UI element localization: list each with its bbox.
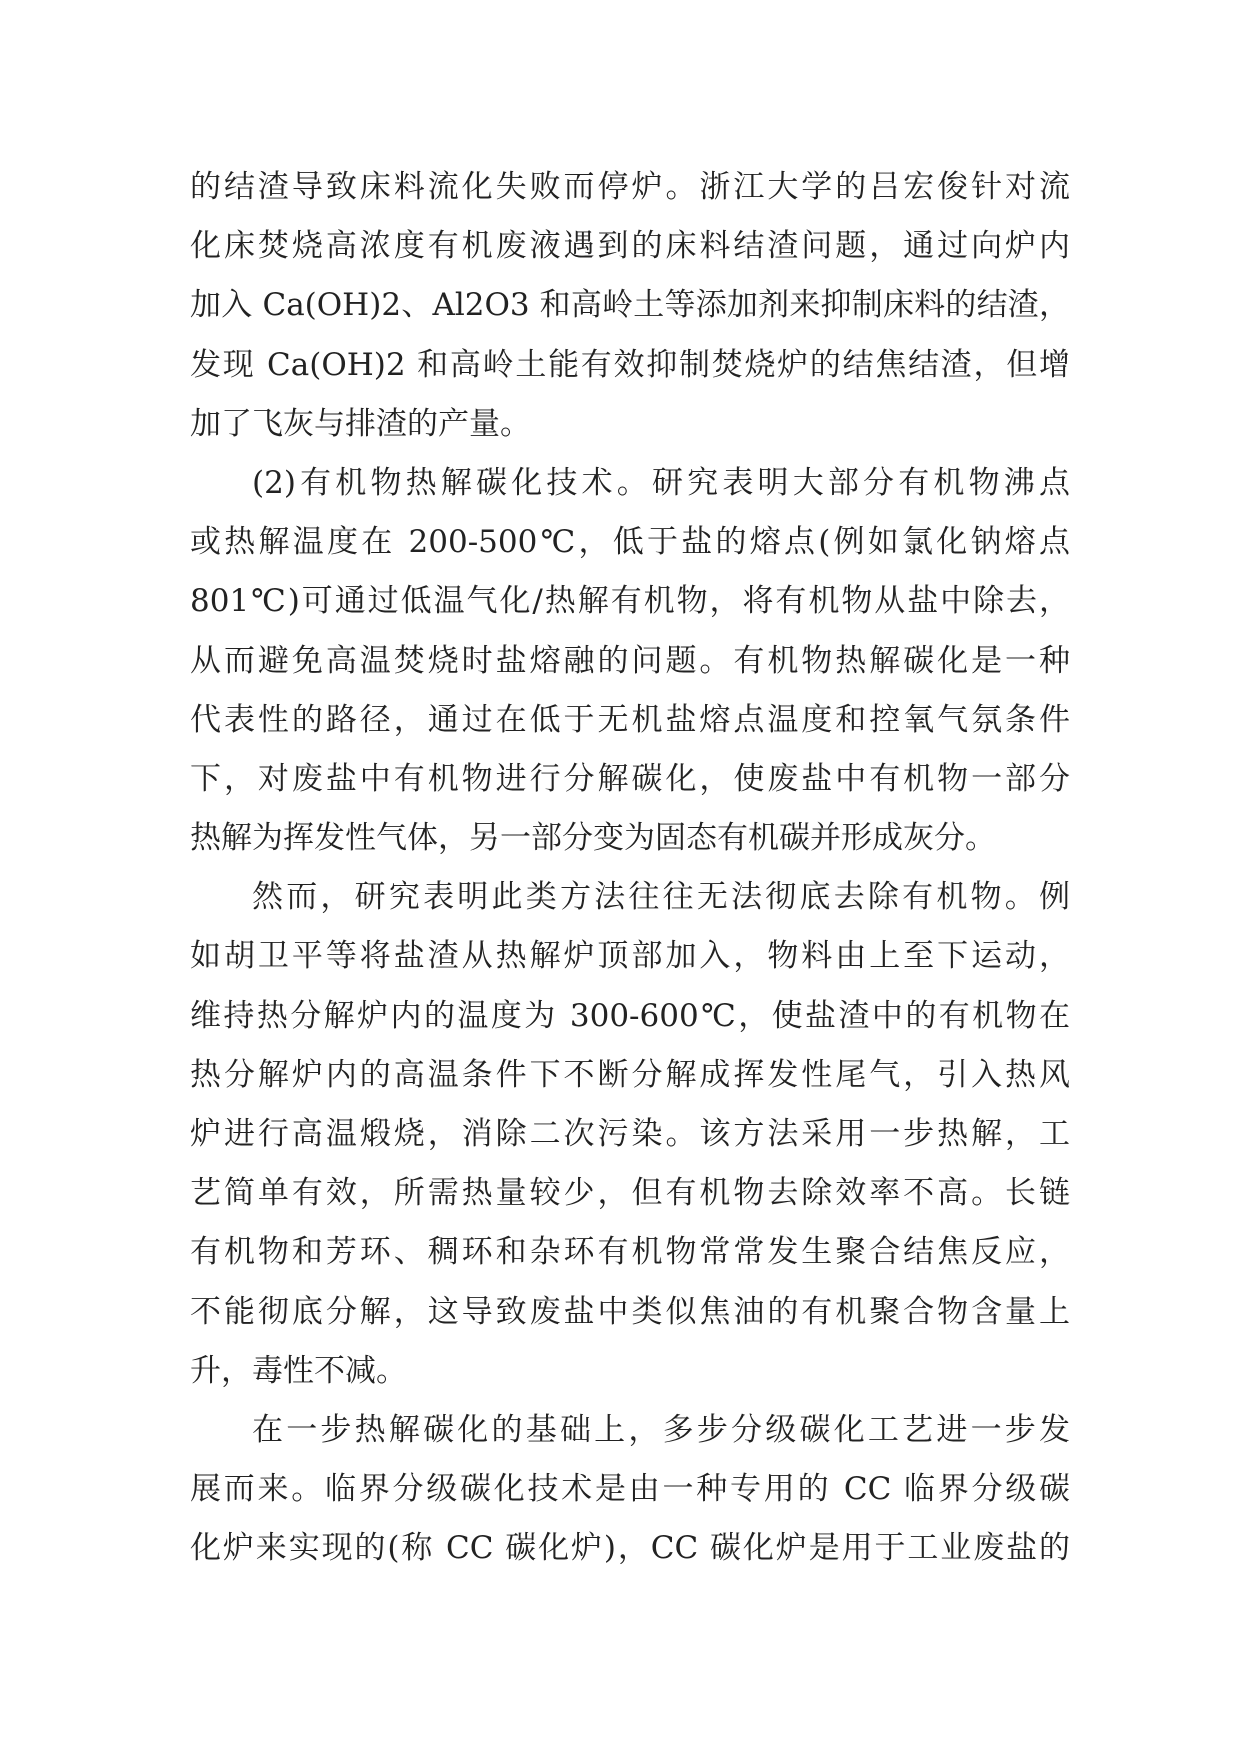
text-line: 热解为挥发性气体，另一部分变为固态有机碳并形成灰分。 [190,820,996,857]
text-line: 下，对废盐中有机物进行分解碳化，使废盐中有机物一部分 [190,760,1070,797]
text-line: 艺简单有效，所需热量较少，但有机物去除效率不高。长链 [190,1175,1070,1212]
paragraph-first-line: 然而，研究表明此类方法往往无法彻底去除有机物。例 [252,879,1070,916]
text-line: 或热解温度在 200-500℃，低于盐的熔点(例如氯化钠熔点 [190,524,1070,561]
text-line: 加入 Ca(OH)2、Al2O3 和高岭土等添加剂来抑制床料的结渣， [190,287,1070,324]
paragraph-first-line: (2)有机物热解碳化技术。研究表明大部分有机物沸点 [252,464,1070,501]
text-line: 801℃)可通过低温气化/热解有机物，将有机物从盐中除去， [190,583,1070,620]
text-line: 炉进行高温煅烧，消除二次污染。该方法采用一步热解，工 [190,1116,1070,1152]
text-line: 如胡卫平等将盐渣从热解炉顶部加入，物料由上至下运动， [190,938,1070,975]
paragraph-first-line: 在一步热解碳化的基础上，多步分级碳化工艺进一步发 [252,1411,1070,1448]
text-line: 从而避免高温焚烧时盐熔融的问题。有机物热解碳化是一种 [190,642,1070,679]
text-line: 有机物和芳环、稠环和杂环有机物常常发生聚合结焦反应， [190,1234,1070,1271]
text-line: 升，毒性不减。 [190,1352,407,1389]
text-line: 展而来。临界分级碳化技术是由一种专用的 CC 临界分级碳 [190,1471,1070,1508]
text-line: 发现 Ca(OH)2 和高岭土能有效抑制焚烧炉的结焦结渣，但增 [190,346,1070,383]
text-line: 加了飞灰与排渣的产量。 [190,405,531,442]
text-line: 热分解炉内的高温条件下不断分解成挥发性尾气，引入热风 [190,1056,1070,1093]
body-text [190,158,1070,1579]
text-line: 不能彻底分解，这导致废盐中类似焦油的有机聚合物含量上 [190,1293,1070,1330]
text-line: 维持热分解炉内的温度为 300-600℃，使盐渣中的有机物在 [190,997,1070,1034]
text-line: 代表性的路径，通过在低于无机盐熔点温度和控氧气氛条件 [190,701,1070,738]
text-line: 化床焚烧高浓度有机废液遇到的床料结渣问题，通过向炉内 [190,228,1070,265]
text-line: 的结渣导致床料流化失败而停炉。浙江大学的吕宏俊针对流 [190,169,1070,205]
text-line: 化炉来实现的(称 CC 碳化炉)，CC 碳化炉是用于工业废盐的 [190,1530,1070,1567]
